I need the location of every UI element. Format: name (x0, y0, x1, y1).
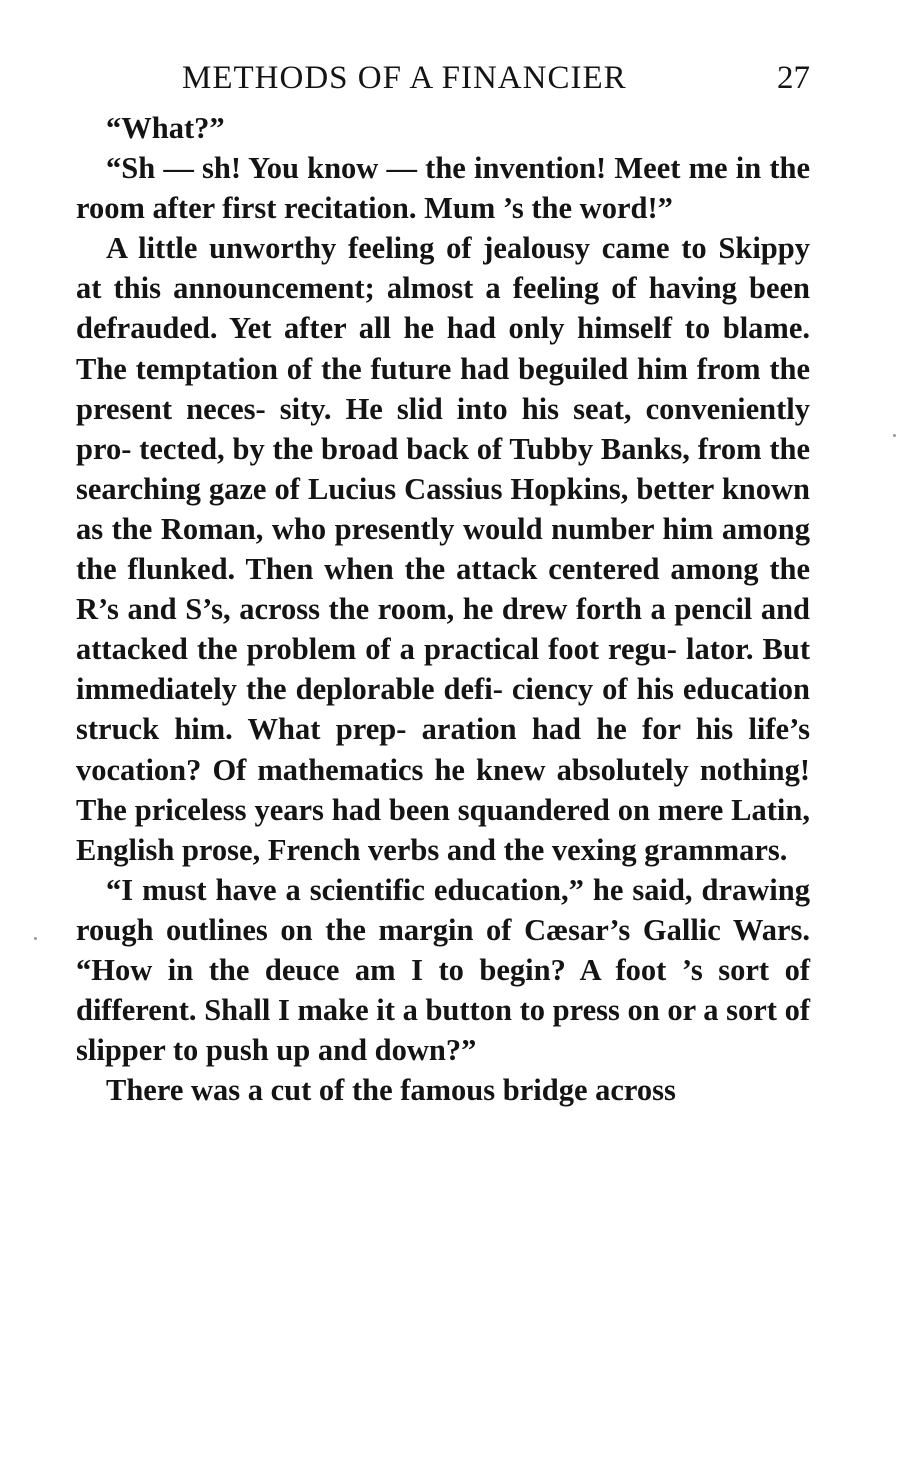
body-text (76, 108, 810, 1110)
paper-speck (34, 937, 37, 940)
page-number: 27 (777, 60, 810, 96)
paragraph-scientific-education: “I must have a scientific education,” he said, drawing rough outlines on the margin of Cæsar’s Gallic Wars. “How in the deuce am I to begin? A foot ’s sort of different. Shall I make it a button to press on or a sort of slipper to push up and down?” (76, 872, 810, 1068)
paragraph-invention: “Sh — sh! You know — the invention! Meet me in the room after first recitation. Mum ’s the word!” (76, 151, 810, 226)
paragraph-what: “What?” (106, 111, 225, 145)
paper-speck (893, 434, 896, 437)
running-head: METHODS OF A FINANCIER (182, 60, 627, 96)
page-header (76, 56, 810, 100)
paragraph-jealousy: A little unworthy feeling of jealousy came to Skippy at this announcement; almost a feeling of having been defrauded. Yet after all he had only himself to blame. The temptation of the future had beguiled him from the present neces- sity. He slid into his seat, conveniently pro- tected, by the broad back of Tubby Banks, from the searching gaze of Lucius Cassius Hopkins, better known as the Roman, who presently would number him among the flunked. Then when the attack centered among the R’s and S’s, across the room, he drew forth a pencil and attacked the problem of a practical foot regu- lator. But immediately the deplorable defi- ciency of his education struck him. What prep- aration had he for his life’s vocation? Of mathematics he knew absolutely nothing! The priceless years had been squandered on mere Latin, English prose, French verbs and the vexing grammars. (76, 231, 810, 867)
paragraph-bridge: There was a cut of the famous bridge across (106, 1073, 676, 1108)
